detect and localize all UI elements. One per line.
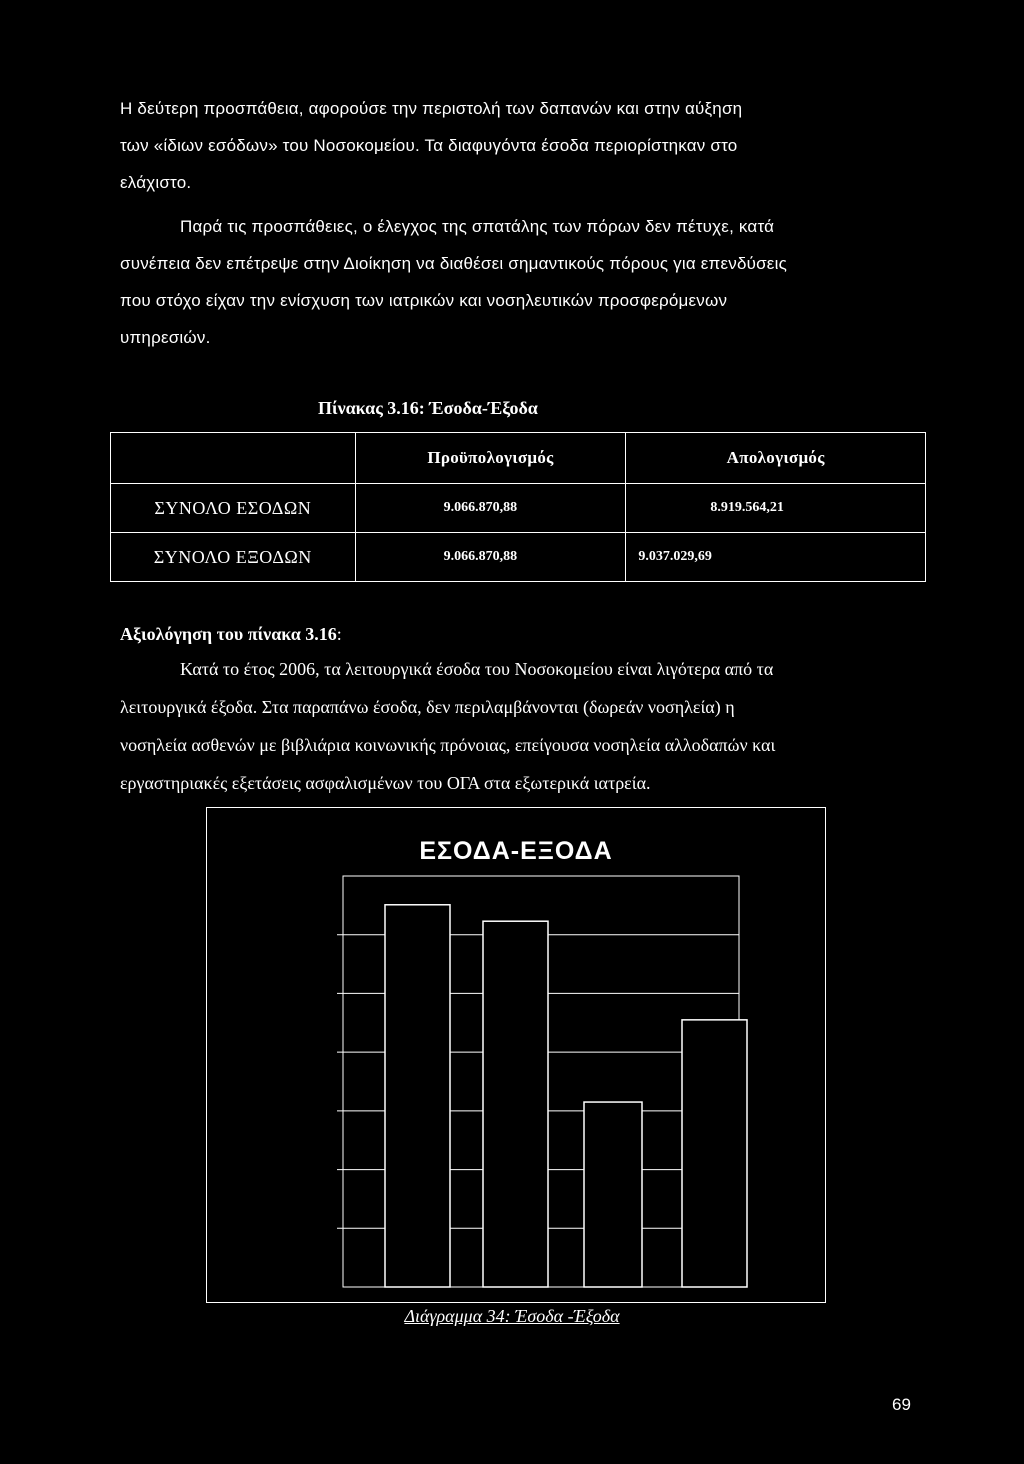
table-header-budget: Προϋπολογισμός bbox=[355, 433, 626, 484]
table-header-actual: Απολογισμός bbox=[626, 433, 926, 484]
evaluation-line: Κατά το έτος 2006, τα λειτουργικά έσοδα του Νοσοκομείου είναι λιγότερα από τα bbox=[180, 659, 774, 679]
table-header-row bbox=[111, 433, 926, 484]
income-budget-value: 9.066.870,88 bbox=[355, 484, 626, 533]
table-title: Πίνακας 3.16: Έσοδα-Έξοδα bbox=[318, 398, 538, 418]
paragraph-2-line: υπηρεσιών. bbox=[120, 328, 211, 347]
paragraph-1 bbox=[120, 90, 910, 201]
paragraph-1-line: Η δεύτερη προσπάθεια, αφορούσε την περιστολή των δαπανών και στην αύξηση bbox=[120, 99, 743, 118]
table-header-empty bbox=[111, 433, 356, 484]
row-label-expenses: ΣΥΝΟΛΟ ΕΞΟΔΩΝ bbox=[111, 533, 356, 582]
bar bbox=[584, 1102, 642, 1287]
bar bbox=[682, 1020, 747, 1287]
paragraph-2-line: που στόχο είχαν την ενίσχυση των ιατρικών και νοσηλευτικών προσφερόμενων bbox=[120, 291, 728, 310]
chart-title: ΕΣΟΔΑ-ΕΞΟΔΑ bbox=[419, 837, 613, 865]
evaluation-heading-text: Αξιολόγηση του πίνακα 3.16 bbox=[120, 624, 337, 644]
bar-chart bbox=[207, 808, 825, 1302]
paragraph-2 bbox=[120, 208, 910, 356]
evaluation-line: εργαστηριακές εξετάσεις ασφαλισμένων του ΟΓΑ στα εξωτερικά ιατρεία. bbox=[120, 773, 651, 793]
income-expense-table bbox=[110, 432, 926, 582]
income-actual-value: 8.919.564,21 bbox=[626, 484, 926, 533]
expenses-budget-value: 9.066.870,88 bbox=[355, 533, 626, 582]
paragraph-1-line: ελάχιστο. bbox=[120, 173, 192, 192]
evaluation-heading bbox=[120, 624, 342, 645]
paragraph-2-line: Παρά τις προσπάθειες, ο έλεγχος της σπατάλης των πόρων δεν πέτυχε, κατά bbox=[180, 217, 775, 236]
row-label-income: ΣΥΝΟΛΟ ΕΣΟΔΩΝ bbox=[111, 484, 356, 533]
paragraph-1-line: των «ίδιων εσόδων» του Νοσοκομείου. Τα διαφυγόντα έσοδα περιορίστηκαν στο bbox=[120, 136, 738, 155]
expenses-actual-value: 9.037.029,69 bbox=[626, 533, 926, 582]
evaluation-line: λειτουργικά έξοδα. Στα παραπάνω έσοδα, δεν περιλαμβάνονται (δωρεάν νοσηλεία) η bbox=[120, 697, 735, 717]
bar bbox=[483, 921, 548, 1287]
table-row bbox=[111, 533, 926, 582]
evaluation-line: νοσηλεία ασθενών με βιβλιάρια κοινωνικής πρόνοιας, επείγουσα νοσηλεία αλλοδαπών και bbox=[120, 735, 776, 755]
evaluation-heading-colon: : bbox=[336, 624, 342, 644]
chart-caption: Διάγραμμα 34: Έσοδα -Έξοδα bbox=[404, 1306, 620, 1326]
evaluation-paragraph bbox=[120, 650, 910, 802]
table-row bbox=[111, 484, 926, 533]
chart-frame bbox=[206, 807, 826, 1303]
page-number: 69 bbox=[892, 1395, 911, 1414]
paragraph-2-line: συνέπεια δεν επέτρεψε στην Διοίκηση να διαθέσει σημαντικούς πόρους για επενδύσεις bbox=[120, 254, 787, 273]
bar bbox=[385, 905, 450, 1287]
